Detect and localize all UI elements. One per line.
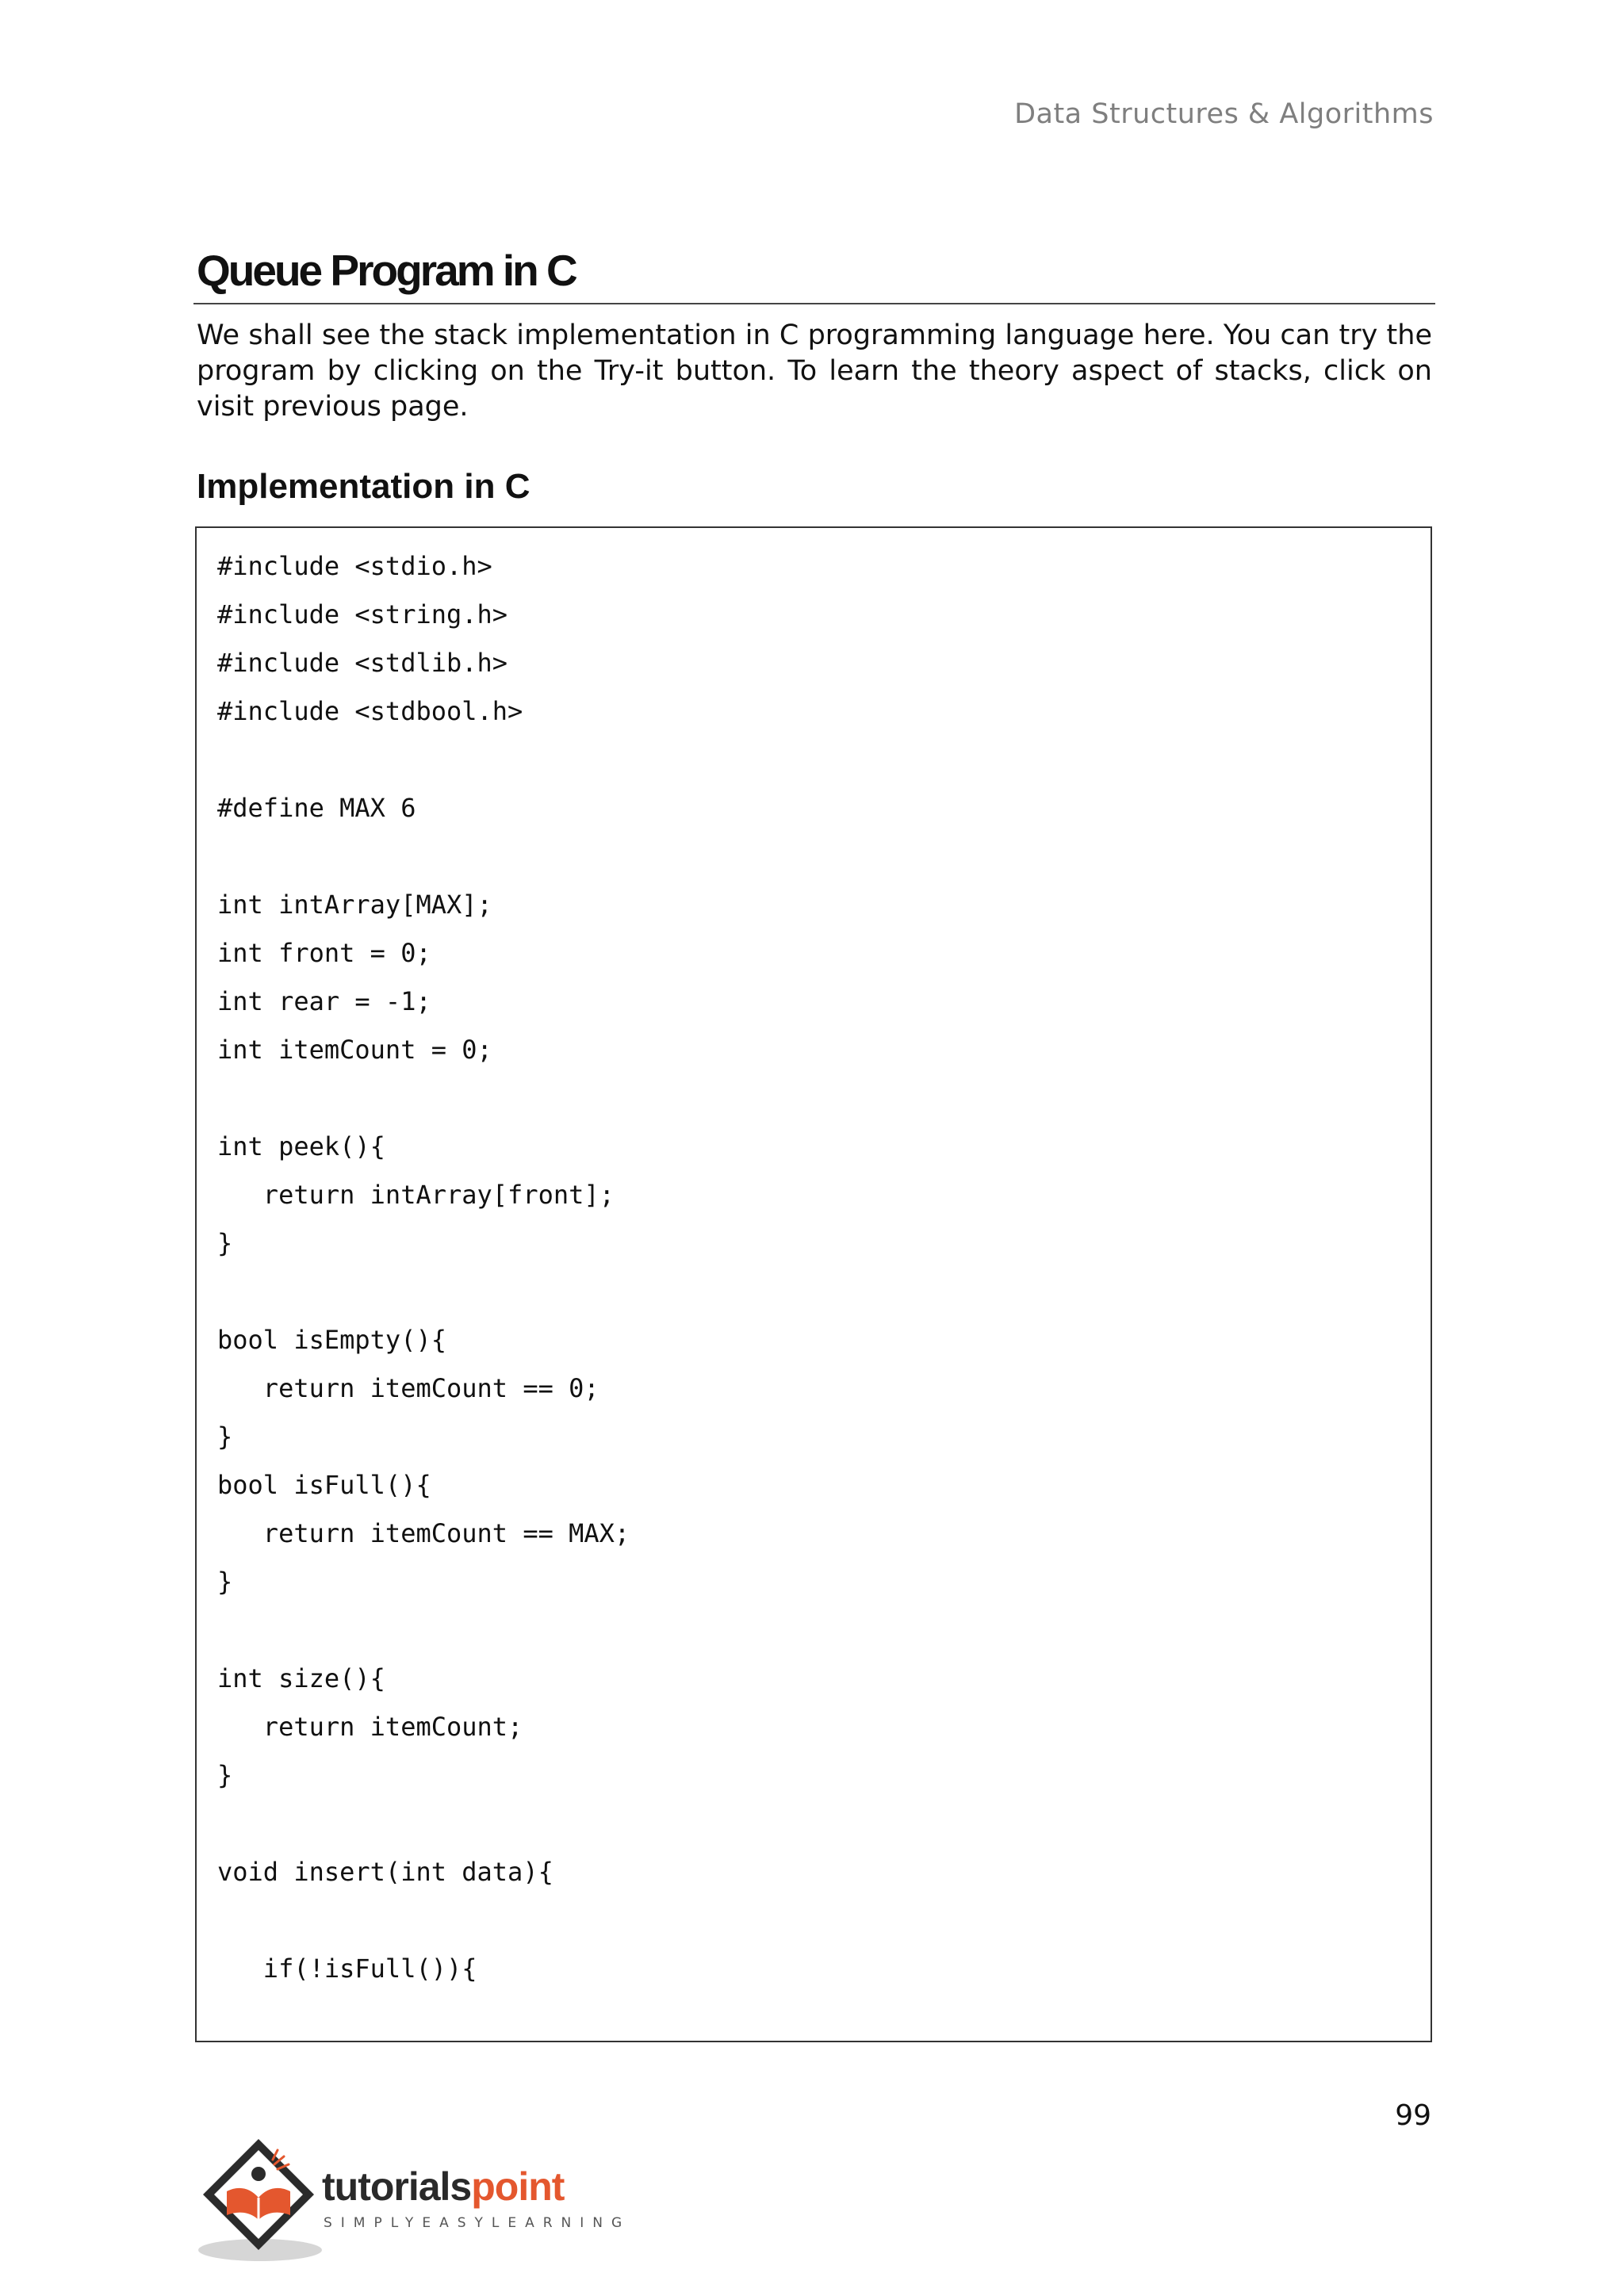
logo-emblem-icon [195,2133,322,2267]
code-line [217,832,1431,881]
code-line [217,1896,1431,1945]
page-number: 99 [1395,2099,1431,2132]
logo-tagline: SIMPLYEASYLEARNING [324,2215,631,2231]
logo-word-tutorials: tutorials [322,2164,472,2209]
code-line [217,1074,1431,1123]
code-line: } [217,1422,233,1452]
intro-paragraph: We shall see the stack implementation in C programming language here. You can try the program by clicking on the Try-it button. To learn the theory aspect of stacks, click on visit previous page. [197,320,1432,423]
running-header: Data Structures & Algorithms [1014,98,1434,130]
code-line: return itemCount; [217,1712,523,1742]
code-line: return intArray[front]; [217,1180,615,1210]
code-line: bool isEmpty(){ [217,1325,446,1355]
code-line: int rear = -1; [217,986,431,1016]
code-line: return itemCount == 0; [217,1373,599,1403]
code-line: } [217,1567,233,1597]
code-line: if(!isFull()){ [217,1954,477,1984]
code-line: void insert(int data){ [217,1857,553,1887]
code-line: #define MAX 6 [217,793,416,823]
code-line: int front = 0; [217,938,431,968]
code-line: int size(){ [217,1663,385,1693]
chapter-title: Queue Program in C [197,246,576,295]
code-line [217,1800,1431,1848]
code-line: return itemCount == MAX; [217,1518,630,1548]
code-block [195,526,1432,2042]
logo-wordmark [322,2164,564,2209]
code-line: bool isFull(){ [217,1470,431,1500]
code-line: } [217,1760,233,1790]
code-line [217,1606,1431,1655]
title-divider [193,303,1435,304]
code-line: #include <stdlib.h> [217,648,508,678]
logo-word-point: point [471,2164,565,2209]
code-line: int intArray[MAX]; [217,890,492,920]
section-title: Implementation in C [197,467,530,506]
code-line: } [217,1228,233,1258]
code-line: #include <string.h> [217,599,508,629]
code-line: int peek(){ [217,1131,385,1161]
code-line: #include <stdio.h> [217,551,492,581]
code-line: #include <stdbool.h> [217,696,523,726]
tutorialspoint-logo [195,2133,639,2267]
code-line [217,1268,1431,1316]
code-line [217,736,1431,784]
code-line: int itemCount = 0; [217,1035,492,1065]
